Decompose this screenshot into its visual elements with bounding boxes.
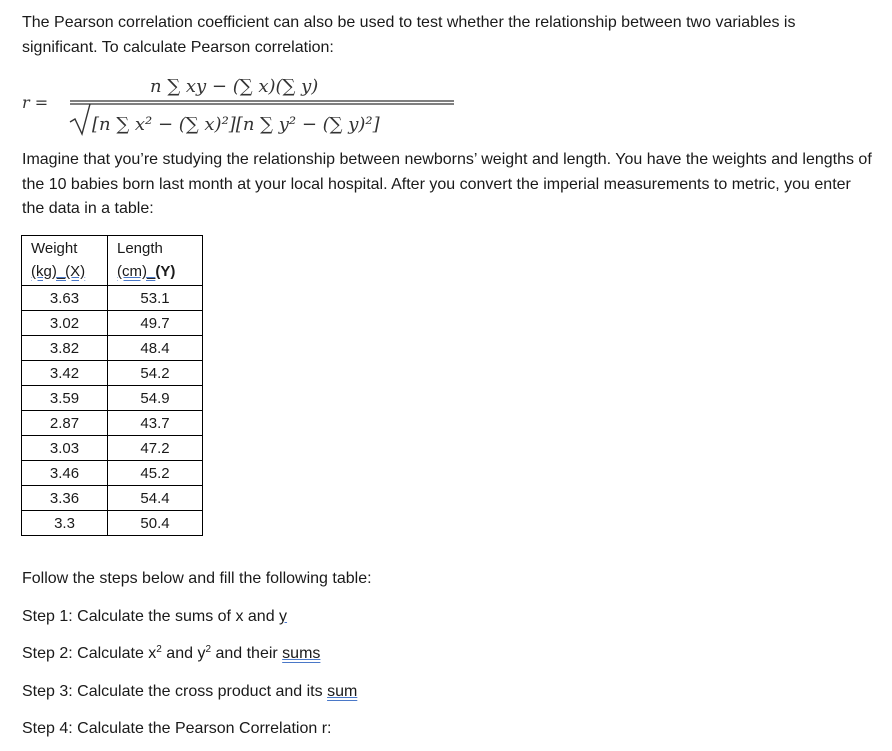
header-weight-unit: (kg)_(X) [31, 263, 86, 280]
table-row [22, 336, 203, 361]
table-row [22, 311, 203, 336]
weight-cell: 3.59 [22, 386, 108, 411]
length-cell: 54.4 [108, 486, 203, 511]
table-row [22, 411, 203, 436]
weight-cell: 3.63 [22, 286, 108, 311]
step-2-sup-y: 2 [205, 644, 212, 655]
header-length-unit: (cm)_ [117, 263, 156, 280]
weight-cell: 3.02 [22, 311, 108, 336]
step-3-text: Step 3: Calculate the cross product and its [22, 683, 328, 700]
step-2-text-c: and their [211, 645, 283, 662]
step-2-text-b: and y [161, 645, 206, 662]
length-cell: 47.2 [108, 436, 203, 461]
weight-cell: 3.36 [22, 486, 108, 511]
step-2-underlined: sums [282, 645, 321, 662]
step-1-text: Step 1: Calculate the sums of x and [22, 608, 280, 625]
length-cell: 43.7 [108, 411, 203, 436]
header-weight [22, 236, 108, 286]
length-cell: 54.9 [108, 386, 203, 411]
step-1 [22, 605, 872, 630]
weight-cell: 3.03 [22, 436, 108, 461]
table-row [22, 461, 203, 486]
header-length-label: Length [117, 240, 163, 257]
step-3-underlined: sum [327, 683, 358, 700]
pearson-formula [22, 70, 462, 142]
step-2-sup-x: 2 [156, 644, 162, 655]
table-row [22, 486, 203, 511]
weight-cell: 3.82 [22, 336, 108, 361]
length-cell: 54.2 [108, 361, 203, 386]
length-cell: 53.1 [108, 286, 203, 311]
intro-paragraph: The Pearson correlation coefficient can also be used to test whether the relationship between two variables is significant. To calculate Pearson correlation: [22, 14, 796, 56]
table-row [22, 286, 203, 311]
table-row [22, 386, 203, 411]
weight-cell: 3.3 [22, 511, 108, 536]
formula-lhs: r = [22, 93, 49, 112]
table-row [22, 511, 203, 536]
table-row [22, 361, 203, 386]
step-4: Step 4: Calculate the Pearson Correlation r: [22, 720, 332, 737]
length-cell: 49.7 [108, 311, 203, 336]
length-cell: 45.2 [108, 461, 203, 486]
length-cell: 50.4 [108, 511, 203, 536]
radical-sign [70, 104, 90, 134]
table-row [22, 436, 203, 461]
follow-instruction: Follow the steps below and fill the following table: [22, 570, 372, 587]
header-length-var: (Y) [155, 263, 176, 280]
formula-numerator: n ∑ xy − (∑ x)(∑ y) [150, 76, 319, 97]
weight-cell: 3.42 [22, 361, 108, 386]
step-2 [22, 642, 872, 667]
formula-denominator: [n ∑ x² − (∑ x)²][n ∑ y² − (∑ y)²] [92, 114, 380, 135]
header-weight-label: Weight [31, 240, 78, 257]
data-table [21, 235, 203, 536]
step-3 [22, 680, 872, 705]
weight-cell: 3.46 [22, 461, 108, 486]
step-2-text-a: Step 2: Calculate x [22, 645, 157, 662]
header-length [108, 236, 203, 286]
step-1-underlined: y [279, 608, 288, 625]
length-cell: 48.4 [108, 336, 203, 361]
table-header-row [22, 236, 203, 286]
context-paragraph: Imagine that you’re studying the relationship between newborns’ weight and length. You have the weights and lengths of the 10 babies born last month at your local hospital. After you convert the imperial measurements to metric, you enter the data in a table: [22, 151, 872, 217]
weight-cell: 2.87 [22, 411, 108, 436]
